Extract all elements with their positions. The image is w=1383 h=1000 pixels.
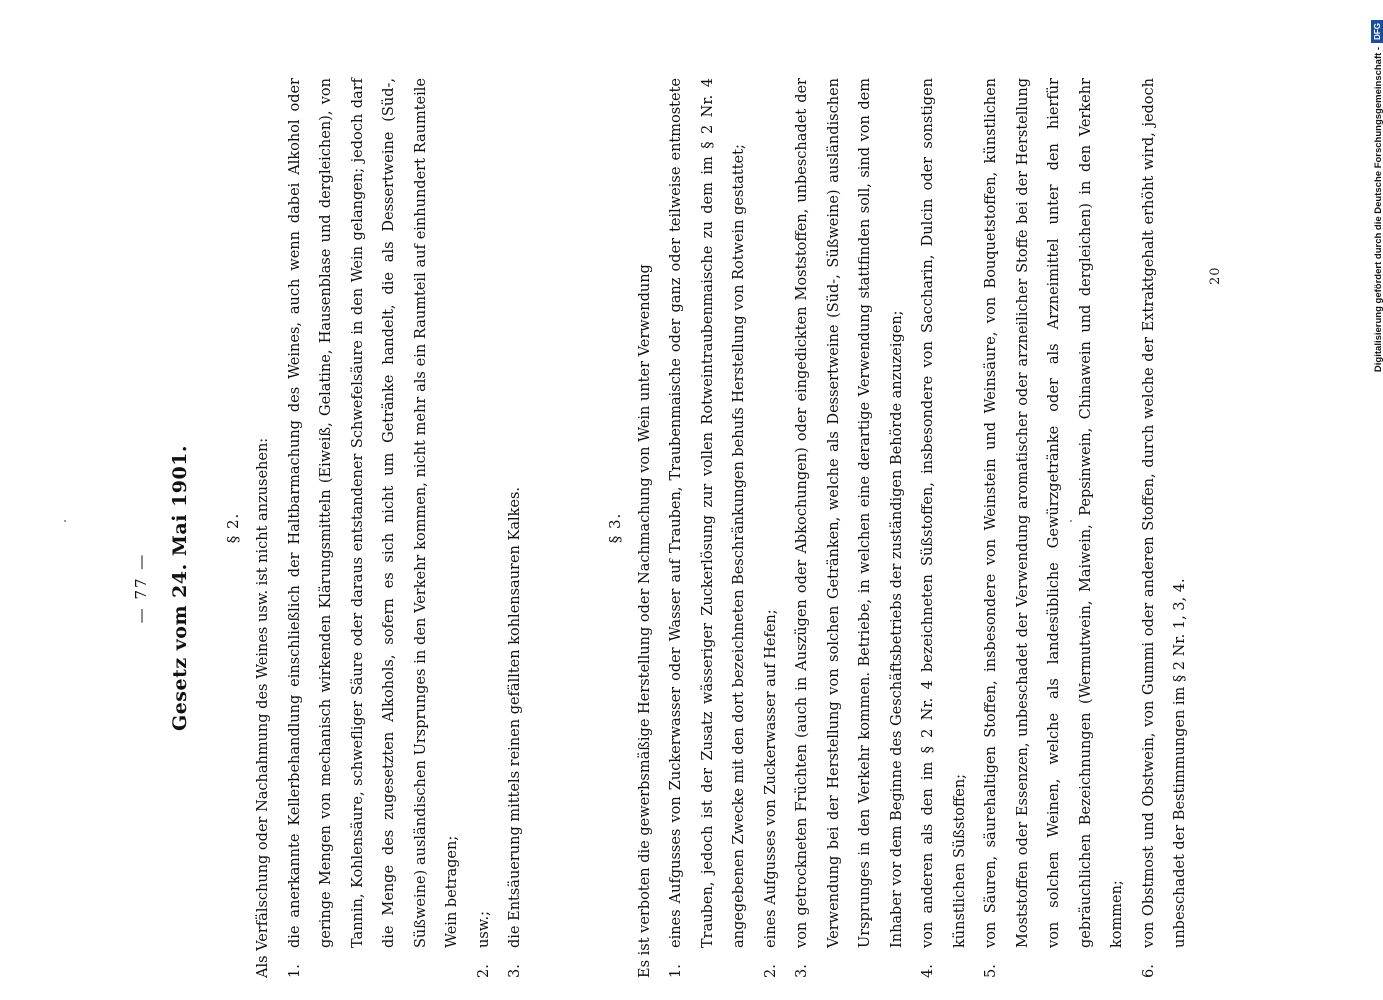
section-3-item: [913, 78, 976, 978]
item-text: von getrockneten Früchten (auch in Auszügen oder Abkochungen) oder eingedickten Moststoffen, unbeschadet der Verwendung bei der Herstellung von solchen Getränken, welche als Dessertweine (Süd-, Süßweine) ausländischen Ursprunges in den Verkehr kommen. Betriebe, in welchen eine derartige Verwendung stattfinden soll, sind von dem Inhaber vor dem Beginne des Geschäftsbetriebs der zuständigen Behörde anzuzeigen;: [794, 78, 905, 948]
section-3-item: [661, 78, 756, 978]
item-text: usw.;: [475, 911, 492, 948]
item-number: 3.: [507, 964, 523, 978]
section-2-item: [280, 78, 469, 978]
item-text: die anerkannte Kellerbehandlung einschließlich der Haltbarmachung des Weines, auch wenn dabei Alkohol oder geringe Mengen von mechanisch wirkenden Klärungsmitteln (Eiweiß, Gelatine, Hausenblase und dergleichen), von Tannin, Kohlensäure, schwefliger Säure oder daraus entstandener Schwefelsäure in den Wein gelangen; jedoch darf die Menge des zugesetzten Alkohols, sofern es sich nicht um Getränke handelt, die als Dessertweine (Süd-, Süßweine) ausländischen Ursprunges in den Verkehr kommen, nicht mehr als ein Raumteil auf einhundert Raumteile Wein betragen;: [286, 78, 460, 948]
item-text: von Obstmost und Obstwein, von Gummi oder anderen Stoffen, durch welche der Extraktgehalt erhöht wird, jedoch unbeschadet der Bestimmungen im § 2 Nr. 1, 3, 4.: [1140, 78, 1188, 948]
item-text: eines Aufgusses von Zuckerwasser oder Wasser auf Trauben, Traubenmaische oder ganz oder teilweise entmostete Trauben, jedoch ist der Zusatz wässeriger Zuckerlösung zur vollen Rotweintraubenmaische zu dem im § 2 Nr. 4 angegebenen Zwecke mit den dort bezeichneten Beschränkungen behufs Herstellung von Rotwein gestattet;: [668, 78, 747, 948]
section-3-item: [1134, 78, 1197, 978]
section-3-intro: Es ist verboten die gewerbsmäßige Herstellung oder Nachmachung von Wein unter Verwendung: [636, 264, 653, 978]
section-2: [248, 78, 532, 978]
item-number: 3.: [794, 964, 810, 978]
item-number: 5.: [983, 964, 999, 978]
item-number: 2.: [762, 964, 779, 978]
item-number: 1.: [286, 964, 303, 978]
section-2-item: [469, 78, 501, 978]
credit-text: Digitalisierung gefördert durch die Deutsche Forschungsgemeinschaft -: [1372, 46, 1383, 373]
folio-mark: 20: [1208, 266, 1223, 285]
section-3-item: [976, 78, 1134, 978]
dfg-logo-icon: DFG: [1371, 20, 1383, 43]
item-text: von anderen als den im § 2 Nr. 4 bezeichneten Süßstoffen, insbesondere von Saccharin, Dulcin oder sonstigen künstlichen Süßstoffen;: [920, 78, 968, 948]
rotated-page-body: [130, 78, 1210, 978]
section-3-item: [787, 78, 913, 978]
section-2-intro: Als Verfälschung oder Nachahmung des Weines usw. ist nicht anzusehen:: [255, 437, 271, 978]
item-text: eines Aufgusses von Zuckerwasser auf Hefen;: [762, 609, 779, 948]
section-3-item: [756, 78, 788, 978]
digitization-credit: [1369, 20, 1383, 392]
section-3: [630, 78, 1197, 978]
section-2-item: [500, 78, 532, 978]
item-number: 4.: [920, 964, 936, 978]
item-text: die Entsäuerung mittels reinen gefällten kohlensauren Kalkes.: [507, 486, 523, 948]
section-2-heading: § 2.: [224, 512, 242, 544]
scan-speck: [1070, 520, 1072, 522]
item-number: 1.: [668, 964, 684, 978]
item-number: 2.: [475, 964, 492, 978]
scan-speck: [64, 520, 66, 522]
section-3-heading: § 3.: [605, 512, 624, 544]
item-text: von Säuren, säurehaltigen Stoffen, insbesondere von Weinstein und Weinsäure, von Bouquetstoffen, künstlichen Moststoffen oder Essenzen, unbeschadet der Verwendung aromatischer oder arzneilicher Stoffe bei der Herstellung von solchen Weinen, welche als landesübliche Gewürzgetränke oder als Arzneimittel unter den hierfür gebräuchlichen Bezeichnungen (Wermutwein, Maiwein, Pepsinwein, Chinawein und dergleichen) in den Verkehr kommen;: [983, 78, 1125, 948]
item-number: 6.: [1140, 964, 1157, 978]
page-number: — 77 —: [132, 552, 150, 624]
page-title: Gesetz vom 24. Mai 1901.: [169, 444, 191, 732]
